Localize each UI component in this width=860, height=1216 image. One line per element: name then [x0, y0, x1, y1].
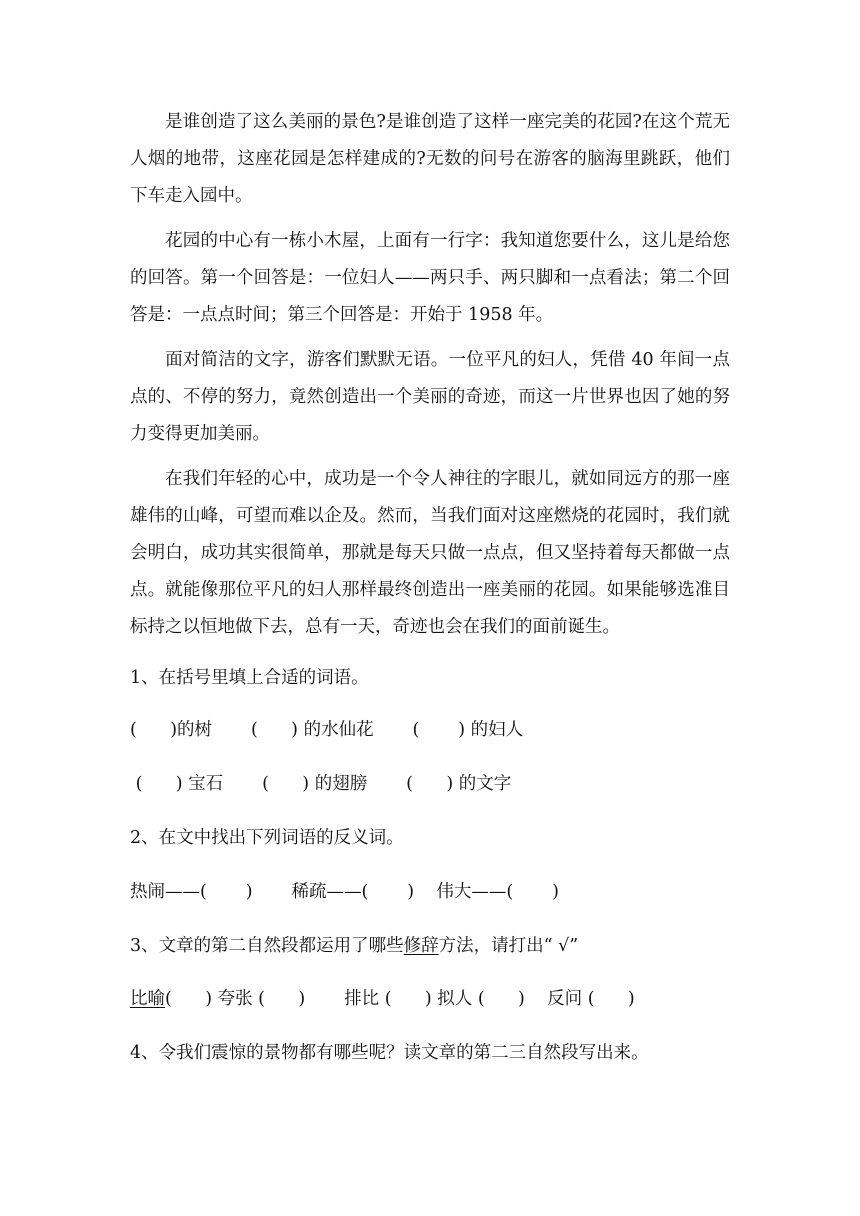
question-1-row-2: ( ) 宝石 ( ) 的翅膀 ( ) 的文字 — [130, 774, 512, 794]
question-3-title-prefix: 3、文章的第二自然段都运用了哪些 — [130, 936, 404, 956]
paragraph-2-text: 花园的中心有一栋小木屋，上面有一行字：我知道您要什么，这儿是给您的回答。第一个回答是：一位妇人——两只手、两只脚和一点看法；第二个回答是：一点点时间；第三个回答是：开始于 1958 年。 — [130, 231, 730, 325]
paragraph-3 — [130, 342, 730, 453]
question-4-title: 4、令我们震惊的景物都有哪些呢？读文章的第二三自然段写出来。 — [130, 1043, 649, 1063]
paragraph-4-text: 在我们年轻的心中，成功是一个令人神往的字眼儿，就如同远方的那一座雄伟的山峰，可望而难以企及。然而，当我们面对这座燃烧的花园时，我们就会明白，成功其实很简单，那就是每天只做一点点，但又坚持着每天都做一点点。就能像那位平凡的妇人那样最终创造出一座美丽的花园。如果能够选准目标持之以恒地做下去，总有一天，奇迹也会在我们的面前诞生。 — [130, 469, 730, 637]
question-1-row-1: ( )的树 ( ) 的水仙花 ( ) 的妇人 — [130, 720, 524, 740]
paragraph-4 — [130, 461, 730, 646]
question-2-row: 热闹——( ) 稀疏——( ) 伟大——( ) — [130, 882, 559, 902]
question-3-options-rest: ( ) 夸张 ( ) 排比 ( ) 拟人 ( ) 反问 ( ) — [165, 989, 635, 1009]
question-2-title: 2、在文中找出下列词语的反义词。 — [130, 828, 404, 848]
paragraph-1 — [130, 104, 730, 215]
question-3-options — [130, 987, 635, 1011]
paragraph-3-text: 面对简洁的文字，游客们默默无语。一位平凡的妇人，凭借 40 年间一点点的、不停的努力，竟然创造出一个美丽的奇迹，而这一片世界也因了她的努力变得更加美丽。 — [130, 350, 730, 444]
question-1-title: 1、在括号里填上合适的词语。 — [130, 668, 369, 688]
option-metaphor-label: 比喻 — [130, 989, 165, 1009]
question-3-title-underlined: 修辞 — [403, 936, 439, 956]
paragraph-1-text: 是谁创造了这么美丽的景色?是谁创造了这样一座完美的花园?在这个荒无人烟的地带，这座花园是怎样建成的?无数的问号在游客的脑海里跳跃，他们下车走入园中。 — [130, 112, 730, 206]
question-3-title-suffix: 方法，请打出“ √” — [438, 936, 579, 956]
question-3-title — [130, 934, 578, 958]
paragraph-2 — [130, 223, 730, 334]
